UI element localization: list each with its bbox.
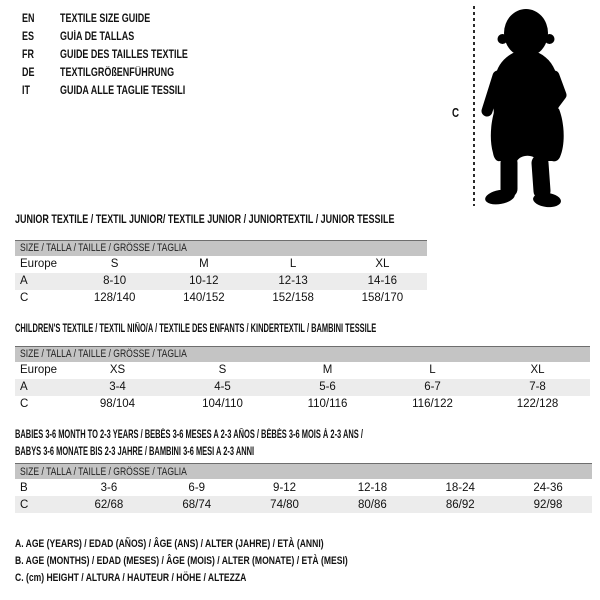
language-title: TEXTILGRÖßENFÜHRUNG (60, 67, 175, 79)
table-title-text: JUNIOR TEXTILE / TEXTIL JUNIOR/ TEXTILE JUNIOR / JUNIORTEXTIL / JUNIOR TESSILE (15, 214, 395, 226)
size-cell: 128/140 (93, 292, 136, 304)
height-measure-dotted-line (473, 6, 475, 206)
legend-text: C. (cm) HEIGHT / ALTURA / HAUTEUR / HÖHE / ALTEZZA (15, 571, 247, 584)
size-cell: M (199, 258, 209, 270)
size-cell: 10-12 (189, 275, 219, 287)
language-code-text: DE (22, 67, 35, 79)
children-size-table (15, 321, 590, 413)
table-title-text: BABIES 3-6 MONTH TO 2-3 YEARS / BEBÉS 3-6 MESES A 2-3 AÑOS / BÉBÉS 3-6 MOIS À 2-3 ANS / (15, 429, 363, 441)
table-rows (15, 256, 427, 307)
language-code (22, 13, 60, 25)
size-cell: 4-5 (214, 381, 231, 393)
size-cell: XL (375, 258, 390, 270)
size-cell: S (110, 258, 119, 270)
babies-size-table (15, 427, 592, 513)
size-cell: 122/128 (516, 398, 559, 410)
language-row (22, 46, 224, 64)
size-cell: 62/68 (94, 498, 124, 511)
language-code (22, 67, 60, 79)
table-body (15, 346, 590, 413)
table-title (15, 321, 590, 338)
table-row (15, 479, 592, 496)
size-cell: 104/110 (202, 398, 243, 410)
size-cell: 7-8 (529, 381, 546, 393)
size-cell: M (322, 364, 333, 376)
table-row (15, 290, 427, 307)
size-cell: 152/158 (272, 292, 314, 304)
language-title: TEXTILE SIZE GUIDE (60, 13, 151, 25)
table-row (15, 362, 590, 379)
language-title: GUIDA ALLE TAGLIE TESSILI (60, 85, 186, 97)
row-label: Europe (20, 258, 58, 270)
size-cell: XL (530, 364, 545, 376)
size-header-label: SIZE / TALLA / TAILLE / GRÖSSE / TAGLIA (20, 242, 187, 254)
size-cell: 86/92 (445, 498, 475, 511)
size-cell: 5-6 (319, 381, 336, 393)
size-header-bar (15, 463, 592, 479)
table-title-line (15, 212, 427, 229)
size-cell: 12-18 (357, 481, 388, 494)
size-cell: 80/86 (358, 498, 387, 511)
language-list (22, 10, 224, 100)
language-code-text: FR (22, 49, 34, 61)
legend-text: B. AGE (MONTHS) / EDAD (MESES) / ÂGE (MOIS) / ALTER (MONATE) / ETÀ (MESI) (15, 554, 348, 567)
size-cell: 74/80 (270, 498, 299, 511)
size-cell: 92/98 (533, 498, 563, 511)
table-body (15, 463, 592, 513)
size-cell: 110/116 (307, 398, 348, 410)
table-title (15, 427, 592, 460)
size-cell: 24-36 (533, 481, 563, 494)
size-header-label: SIZE / TALLA / TAILLE / GRÖSSE / TAGLIA (20, 348, 187, 360)
baby-silhouette-icon (481, 3, 593, 208)
table-title-text: BABYS 3-6 MONATE BIS 2-3 JAHRE / BAMBINI 3-6 MESI A 2-3 ANNI (15, 445, 255, 458)
size-cell: 6-7 (424, 381, 441, 393)
size-cell: L (429, 364, 436, 376)
size-cell: 140/152 (183, 292, 225, 304)
size-cell: 18-24 (445, 481, 475, 494)
table-row (15, 379, 590, 396)
table-row (15, 496, 592, 513)
size-cell: XS (109, 364, 126, 376)
language-code (22, 85, 60, 97)
row-label: B (20, 481, 28, 494)
table-row (15, 256, 427, 273)
size-cell: L (289, 258, 297, 270)
language-row (22, 64, 224, 82)
table-body (15, 240, 427, 307)
language-code-text: EN (22, 13, 35, 25)
size-cell: 14-16 (367, 275, 398, 287)
language-row (22, 28, 224, 46)
size-cell: 6-9 (188, 481, 206, 494)
table-title-line (15, 444, 592, 461)
row-label: C (20, 292, 29, 304)
language-code (22, 31, 60, 43)
row-label: A (20, 381, 28, 393)
size-cell: 9-12 (273, 481, 297, 494)
legend-line (15, 553, 442, 570)
size-cell: 98/104 (99, 398, 136, 410)
table-title-text: CHILDREN'S TEXTILE / TEXTIL NIÑO/A / TEXTILE DES ENFANTS / KINDERTEXTIL / BAMBINI TESSILE (15, 323, 377, 335)
size-cell: S (218, 364, 227, 376)
size-cell: 3-6 (100, 481, 118, 494)
size-cell: 8-10 (103, 275, 127, 287)
table-rows (15, 362, 590, 413)
row-label: Europe (20, 364, 58, 376)
legend-line (15, 570, 442, 587)
language-title: GUIDE DES TAILLES TEXTILE (60, 49, 188, 61)
language-row (22, 10, 224, 28)
language-code (22, 49, 60, 61)
size-cell: 3-4 (109, 381, 126, 393)
row-label: C (20, 498, 29, 511)
size-cell: 116/122 (412, 398, 453, 410)
legend-text: A. AGE (YEARS) / EDAD (AÑOS) / ÂGE (ANS) / ALTER (JAHRE) / ETÀ (ANNI) (15, 538, 324, 550)
legend (15, 536, 442, 586)
size-header-bar (15, 346, 590, 362)
junior-size-table (15, 212, 427, 307)
language-title: GUÍA DE TALLAS (60, 31, 135, 43)
table-rows (15, 479, 592, 513)
size-cell: 158/170 (361, 292, 404, 304)
table-row (15, 273, 427, 290)
language-code-text: IT (22, 85, 30, 97)
size-header-label: SIZE / TALLA / TAILLE / GRÖSSE / TAGLIA (20, 465, 187, 478)
table-title-line (15, 321, 590, 338)
language-code-text: ES (22, 31, 34, 43)
size-cell: 68/74 (182, 498, 212, 511)
size-cell: 12-13 (278, 275, 308, 287)
language-row (22, 82, 224, 100)
row-label: A (20, 275, 28, 287)
table-row (15, 396, 590, 413)
height-measure-label: C (452, 106, 460, 120)
table-title (15, 212, 427, 229)
size-header-bar (15, 240, 427, 256)
legend-line (15, 536, 442, 553)
row-label: C (20, 398, 29, 410)
table-title-line (15, 427, 592, 444)
